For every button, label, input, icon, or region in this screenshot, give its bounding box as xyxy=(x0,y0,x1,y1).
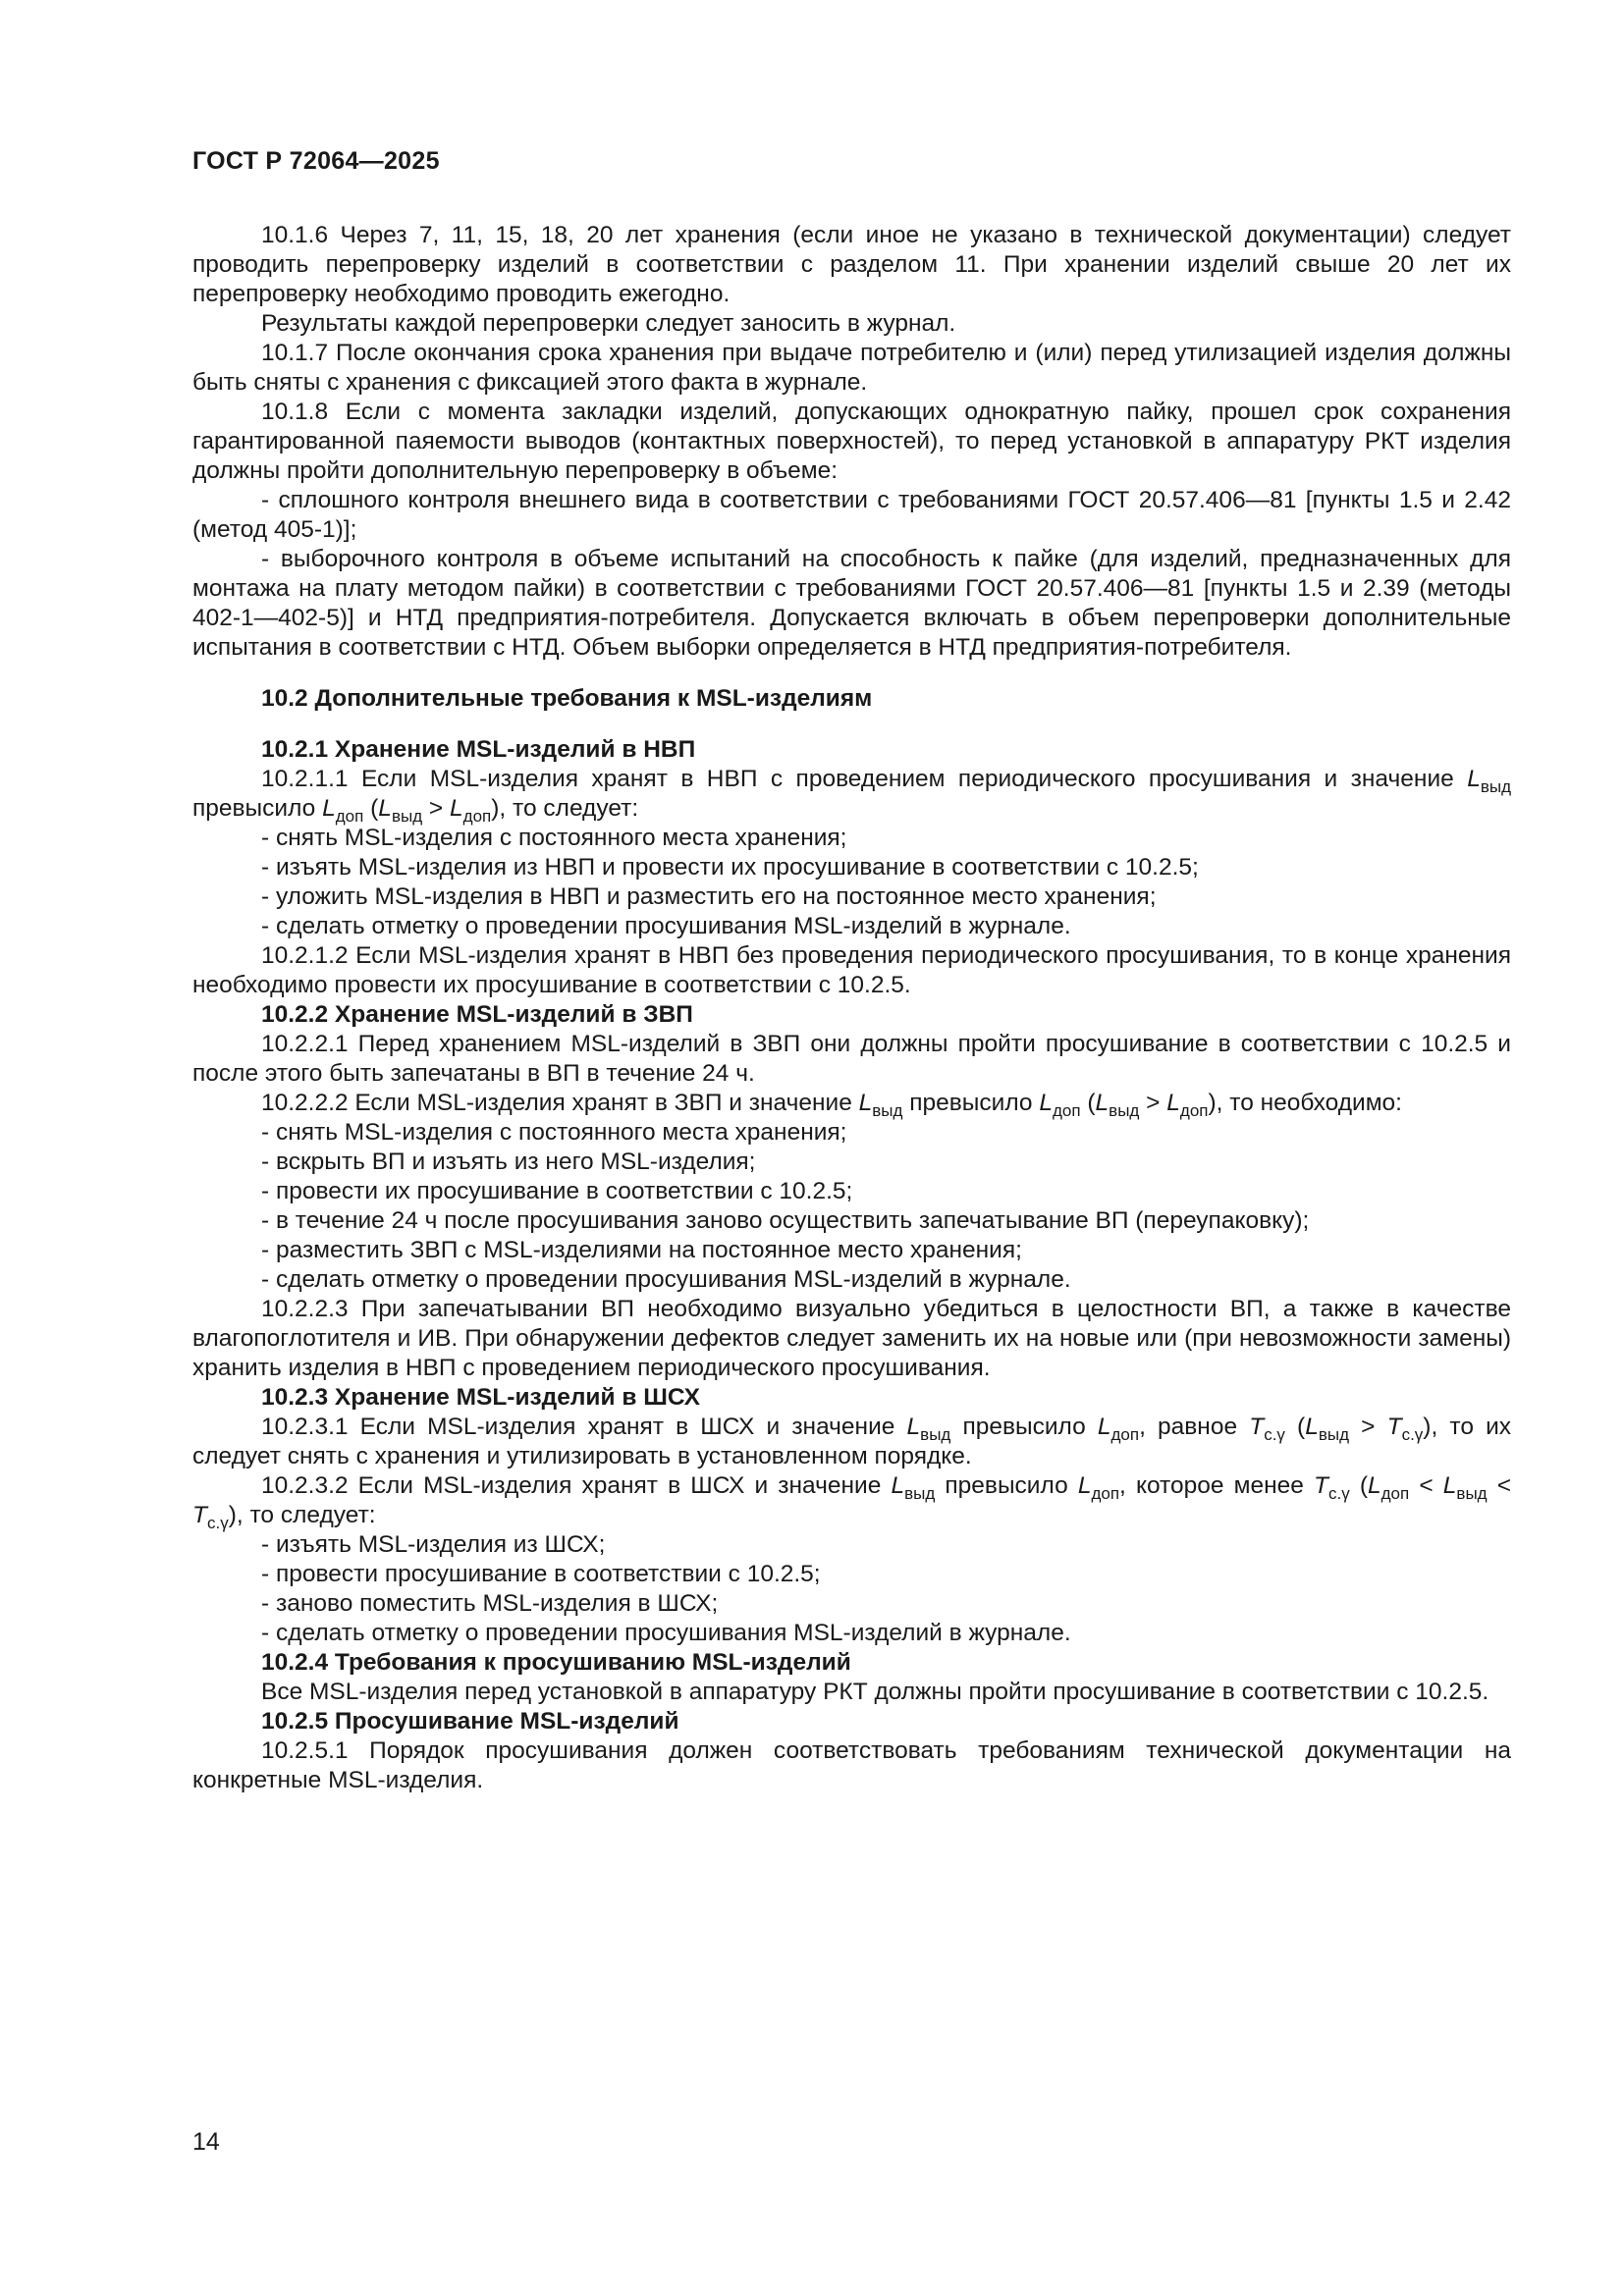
paragraph-10-2-3-1: 10.2.3.1 Если MSL-изделия хранят в ШСХ и значение $L_{выд}$ превысило $L_{доп}$, равное $T_{с.\gamma}$ $(L_{выд} > T_{с.\gamma})$, то их следует снять с хранения и утилизировать в установленном порядке. xyxy=(192,1414,1512,1469)
subsection-heading-10-2-2: 10.2.2 Хранение MSL-изделий в ЗВП xyxy=(261,1001,693,1028)
subsection-heading-10-2-5: 10.2.5 Просушивание MSL-изделий xyxy=(261,1708,679,1735)
list-item: - заново поместить MSL-изделия в ШСХ; xyxy=(261,1590,719,1617)
page-number: 14 xyxy=(192,2128,220,2156)
paragraph-10-1-6: 10.1.6 Через 7, 11, 15, 18, 20 лет хранения (если иное не указано в технической документации) следует проводить перепроверку изделий в соответствии с разделом 11. При хранении изделий свыше 20 лет их перепроверку необходимо проводить ежегодно. xyxy=(192,222,1511,307)
paragraph-10-2-3-2: 10.2.3.2 Если MSL-изделия хранят в ШСХ и значение $L_{выд}$ превысило $L_{доп}$, которое менее $T_{с.\gamma}$ $(L_{доп} < L_{выд} < T_{с.\gamma})$, то следует: xyxy=(192,1472,1512,1532)
list-item: - в течение 24 ч после просушивания заново осуществить запечатывание ВП (переупаковку); xyxy=(261,1207,1310,1234)
paragraph-results: Результаты каждой перепроверки следует заносить в журнал. xyxy=(261,310,956,337)
list-item: - снять MSL-изделия с постоянного места хранения; xyxy=(261,1119,847,1146)
list-item-solderability-control: - выборочного контроля в объеме испытаний на способность к пайке (для изделий, предназначенных для монтажа на плату методом пайки) в соответствии с требованиями ГОСТ 20.57.406—81 [пункты 1.5 и 2.39 (методы 402-1—402-5)] и НТД предприятия-потребителя. Допускается включать в объем перепроверки дополнительные испытания в соответствии с НТД. Объем выборки определяется в НТД предприятия-потребителя. xyxy=(192,546,1511,661)
paragraph-10-2-2-2: 10.2.2.2 Если MSL-изделия хранят в ЗВП и значение $L_{выд}$ превысило $L_{доп}$ $(L_{выд} > L_{доп})$, то необходимо: xyxy=(261,1090,1402,1120)
paragraph-10-2-1-2: 10.2.1.2 Если MSL-изделия хранят в НВП без проведения периодического просушивания, то в конце хранения необходимо провести их просушивание в соответствии с 10.2.5. xyxy=(192,942,1511,998)
subsection-heading-10-2-1: 10.2.1 Хранение MSL-изделий в НВП xyxy=(261,736,696,763)
document-header: ГОСТ Р 72064—2025 xyxy=(192,147,440,175)
paragraph-10-2-1-1: 10.2.1.1 Если MSL-изделия хранят в НВП с проведением периодического просушивания и значение $L_{выд}$ превысило $L_{доп}$ $(L_{выд} > L_{доп})$, то следует: xyxy=(192,766,1511,826)
list-item: - сделать отметку о проведении просушивания MSL-изделий в журнале. xyxy=(261,1266,1071,1293)
paragraph-10-1-8: 10.1.8 Если с момента закладки изделий, допускающих однократную пайку, прошел срок сохранения гарантированной паяемости выводов (контактных поверхностей), то перед установкой в аппаратуру РКТ изделия должны пройти дополнительную перепроверку в объеме: xyxy=(192,399,1511,484)
list-item: - сделать отметку о проведении просушивания MSL-изделий в журнале. xyxy=(261,1620,1071,1646)
paragraph-10-2-5-1: 10.2.5.1 Порядок просушивания должен соответствовать требованиям технической документации на конкретные MSL-изделия. xyxy=(192,1737,1511,1793)
list-item: - уложить MSL-изделия в НВП и разместить его на постоянное место хранения; xyxy=(261,883,1157,910)
document-body xyxy=(192,221,1511,1795)
paragraph-10-2-2-3: 10.2.2.3 При запечатывании ВП необходимо визуально убедиться в целостности ВП, а также в качестве влагопоглотителя и ИВ. При обнаружении дефектов следует заменить их на новые или (при невозможности замены) хранить изделия в НВП с проведением периодического просушивания. xyxy=(192,1296,1511,1381)
subsection-heading-10-2-4: 10.2.4 Требования к просушиванию MSL-изделий xyxy=(261,1649,851,1676)
section-heading-10-2: 10.2 Дополнительные требования к MSL-изделиям xyxy=(261,685,873,712)
list-item: - провести просушивание в соответствии с 10.2.5; xyxy=(261,1561,821,1587)
list-item: - изъять MSL-изделия из НВП и провести их просушивание в соответствии с 10.2.5; xyxy=(261,854,1199,881)
list-item: - провести их просушивание в соответствии с 10.2.5; xyxy=(261,1178,853,1204)
list-item: - изъять MSL-изделия из ШСХ; xyxy=(261,1531,606,1558)
list-item: - разместить ЗВП с MSL-изделиями на постоянное место хранения; xyxy=(261,1237,1022,1263)
paragraph-10-2-4: Все MSL-изделия перед установкой в аппаратуру РКТ должны пройти просушивание в соответствии с 10.2.5. xyxy=(261,1679,1489,1705)
paragraph-10-2-2-1: 10.2.2.1 Перед хранением MSL-изделий в ЗВП они должны пройти просушивание в соответствии с 10.2.5 и после этого быть запечатаны в ВП в течение 24 ч. xyxy=(192,1031,1511,1087)
subsection-heading-10-2-3: 10.2.3 Хранение MSL-изделий в ШСХ xyxy=(261,1384,700,1411)
paragraph-10-1-7: 10.1.7 После окончания срока хранения при выдаче потребителю и (или) перед утилизацией изделия должны быть сняты с хранения с фиксацией этого факта в журнале. xyxy=(192,340,1511,396)
list-item: - снять MSL-изделия с постоянного места хранения; xyxy=(261,825,847,851)
list-item: - вскрыть ВП и изъять из него MSL-изделия; xyxy=(261,1148,756,1175)
list-item: - сделать отметку о проведении просушивания MSL-изделий в журнале. xyxy=(261,913,1071,939)
list-item-visual-control: - сплошного контроля внешнего вида в соответствии с требованиями ГОСТ 20.57.406—81 [пункты 1.5 и 2.42 (метод 405-1)]; xyxy=(192,487,1511,543)
